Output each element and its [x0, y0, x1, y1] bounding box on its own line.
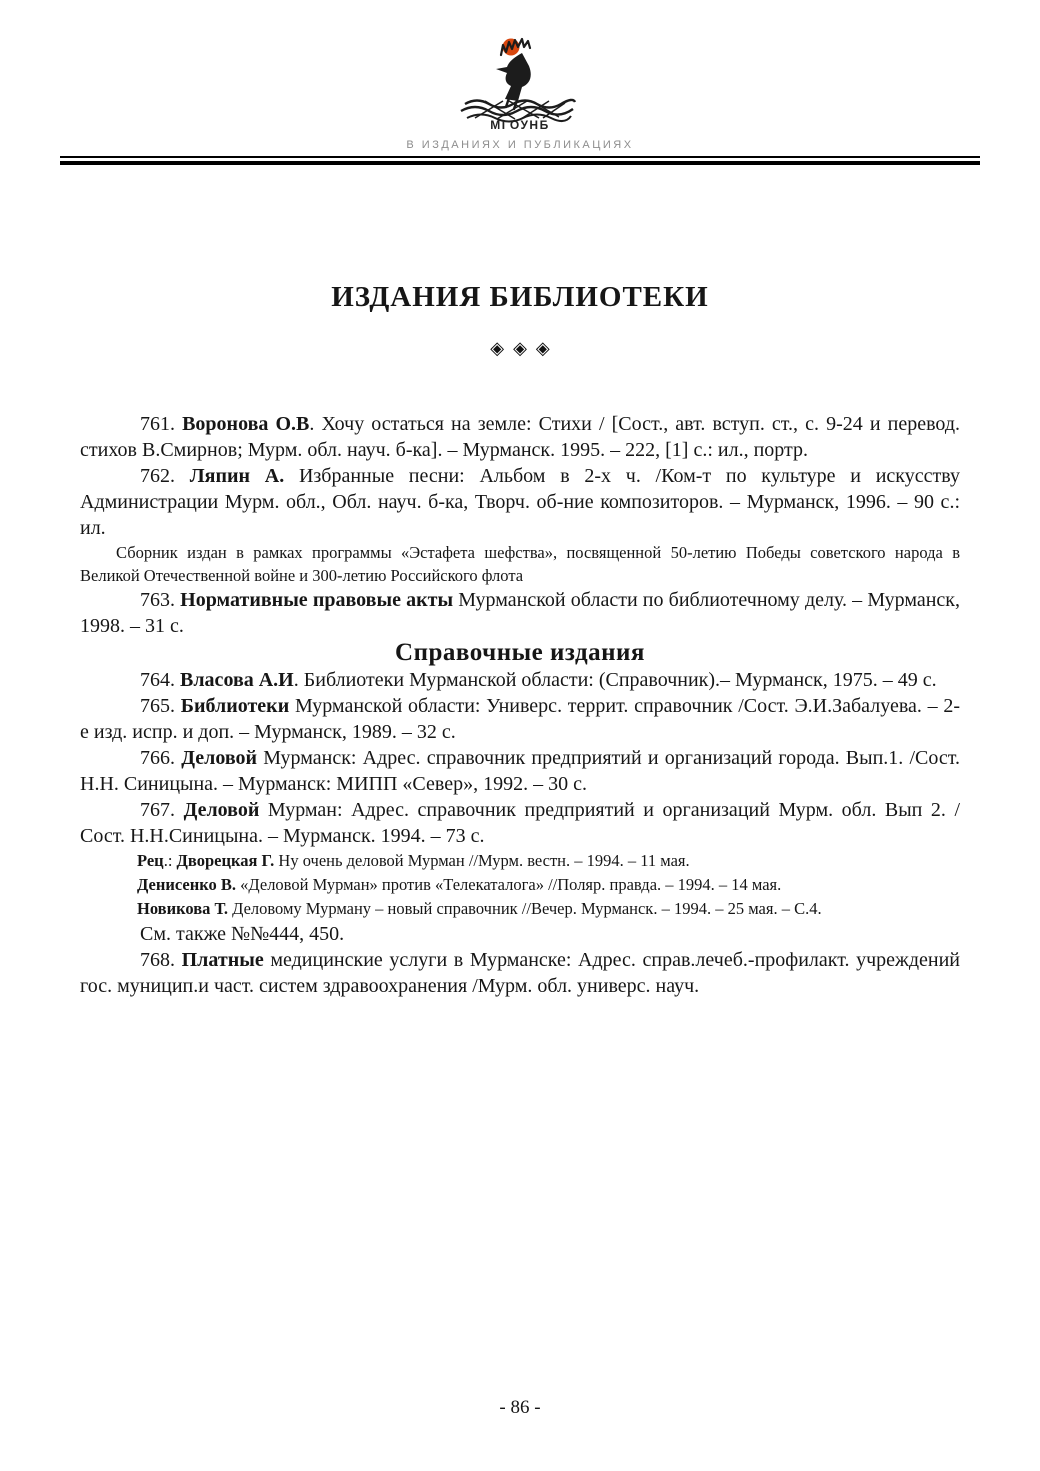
document-title: ИЗДАНИЯ БИБЛИОТЕКИ: [331, 281, 709, 313]
header-subtitle: В ИЗДАНИЯХ И ПУБЛИКАЦИЯХ: [406, 139, 634, 151]
text-segment: Избранные песни: Альбом в 2-х ч. /Ком-т по культуре и искусству Администрации Мурм. обл., Обл. науч. б-ка, Творч. об-ние композиторов. – Мурманск, 1996. – 90 с.: ил.: [80, 465, 960, 539]
reindeer-sun-waves-icon: [445, 32, 595, 124]
entry-767-see-also: [80, 921, 960, 947]
text-segment: Власова А.И: [180, 669, 294, 691]
text-segment: «Деловой Мурман» против «Телекаталога» //Поляр. правда. – 1994. – 14 мая.: [236, 875, 782, 894]
text-segment: Рец: [137, 851, 164, 870]
page-header: [80, 0, 960, 165]
text-segment: . Библиотеки Мурманской области: (Справочник).– Мурманск, 1975. – 49 с.: [293, 669, 937, 691]
text-segment: Новикова Т.: [137, 899, 228, 918]
text-segment: Деловой: [181, 747, 258, 769]
text-segment: Дворецкая Г.: [176, 851, 275, 870]
double-rule-divider: [60, 156, 980, 165]
text-segment: 768.: [140, 949, 182, 971]
text-segment: Сборник издан в рамках программы «Эстафета шефства», посвященной 50-летию Победы советского народа в Великой Отечественной войне и 300-летию Российского флота: [80, 543, 960, 585]
diamond-ornament: ◈◈◈: [490, 338, 559, 358]
page-number: - 86 -: [499, 1397, 541, 1418]
entry-761: [80, 411, 960, 463]
text-segment: Деловому Мурману – новый справочник //Вечер. Мурманск. – 1994. – 25 мая. – С.4.: [227, 899, 822, 918]
text-segment: Ляпин А.: [189, 465, 285, 487]
text-segment: 763.: [140, 589, 181, 611]
entry-767-review-1: [80, 849, 960, 873]
entry-766: [80, 745, 960, 797]
entry-767: [80, 797, 960, 849]
text-segment: Библиотеки: [180, 695, 290, 717]
logo-abbreviation: МГОУНБ: [490, 118, 550, 132]
text-segment: Денисенко В.: [137, 875, 237, 894]
entry-762: [80, 463, 960, 541]
text-segment: . Хочу остаться на земле: Стихи / [Сост., авт. вступ. ст., с. 9-24 и перевод. стихов В.Смирнов; Мурм. обл. науч. б-ка]. – Мурманск. 1995. – 222, [1] с.: ил., портр.: [80, 413, 961, 461]
library-logo: [445, 32, 595, 132]
entry-767-review-2: [80, 873, 960, 897]
text-segment: Мурманск: Адрес. справочник предприятий и организаций города. Вып.1. /Сост. Н.Н. Синицына. – Мурманск: МИПП «Север», 1992. – 30 с.: [80, 747, 960, 795]
text-segment: .:: [163, 851, 177, 870]
section-heading-reference-editions: [80, 639, 960, 667]
text-segment: Платные: [181, 949, 264, 971]
text-segment: 761.: [140, 413, 183, 435]
text-segment: Мурманской области: Универс. террит. справочник /Сост. Э.И.Забалуева. – 2-е изд. испр. и доп. – Мурманск, 1989. – 32 с.: [80, 695, 960, 743]
text-segment: Деловой: [183, 799, 260, 821]
text-segment: 767.: [140, 799, 184, 821]
text-segment: Справочные издания: [395, 639, 645, 666]
text-segment: 765.: [140, 695, 181, 717]
text-segment: 762.: [140, 465, 190, 487]
text-segment: Ну очень деловой Мурман //Мурм. вестн. – 1994. – 11 мая.: [274, 851, 690, 870]
entry-767-review-3: [80, 897, 960, 921]
entry-764: [80, 667, 960, 693]
entry-763: [80, 587, 960, 639]
text-segment: 766.: [140, 747, 182, 769]
text-segment: Нормативные правовые акты: [180, 589, 454, 611]
document-body: [80, 411, 960, 999]
entry-765: [80, 693, 960, 745]
text-segment: См. также №№444, 450.: [140, 923, 345, 945]
text-segment: медицинские услуги в Мурманске: Адрес. справ.лечеб.-профилакт. учреждений гос. муницип.и част. систем здравоохранения /Мурм. обл. универс. науч.: [80, 949, 961, 997]
text-segment: Воронова О.В: [182, 413, 310, 435]
entry-762-note: [80, 541, 960, 587]
entry-768: [80, 947, 960, 999]
text-segment: Мурман: Адрес. справочник предприятий и организаций Мурм. обл. Вып 2. /Сост. Н.Н.Синицына. – Мурманск. 1994. – 73 с.: [80, 799, 961, 847]
text-segment: Мурманской области по библиотечному делу. – Мурманск, 1998. – 31 с.: [80, 589, 961, 637]
text-segment: 764.: [140, 669, 180, 691]
